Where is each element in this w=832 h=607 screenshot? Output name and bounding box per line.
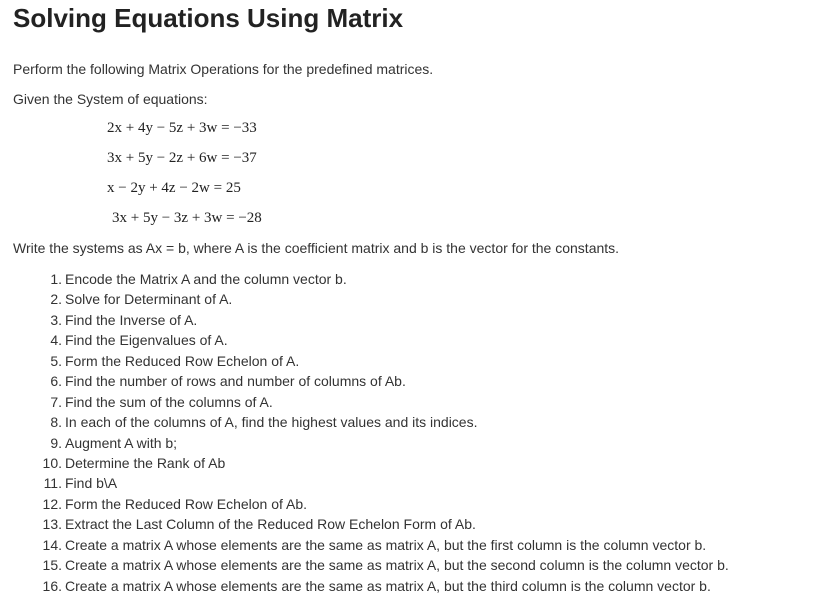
task-number: 7. bbox=[50, 393, 62, 410]
task-text: Form the Reduced Row Echelon of A. bbox=[65, 352, 300, 369]
task-number: 4. bbox=[50, 332, 62, 349]
task-number: 16. bbox=[42, 577, 62, 594]
task-number: 10. bbox=[42, 454, 62, 471]
task-number: 13. bbox=[42, 516, 62, 533]
equation-1: 2x + 4y − 5z + 3w = −33 bbox=[107, 120, 257, 136]
task-text: Determine the Rank of Ab bbox=[65, 454, 226, 471]
task-number: 3. bbox=[50, 311, 62, 328]
task-number: 14. bbox=[42, 536, 62, 553]
equation-2: 3x + 5y − 2z + 6w = −37 bbox=[107, 150, 257, 166]
intro-paragraph: Perform the following Matrix Operations for the predefined matrices. bbox=[13, 61, 434, 77]
page-title: Solving Equations Using Matrix bbox=[13, 3, 404, 33]
task-text: Form the Reduced Row Echelon of Ab. bbox=[65, 495, 308, 512]
task-number: 2. bbox=[50, 291, 62, 308]
equation-3: x − 2y + 4z − 2w = 25 bbox=[107, 180, 241, 196]
task-text: In each of the columns of A, find the highest values and its indices. bbox=[65, 414, 478, 431]
task-text: Create a matrix A whose elements are the same as matrix A, but the first column is the column vector b. bbox=[65, 536, 707, 553]
task-text: Find b\A bbox=[65, 475, 118, 492]
task-text: Create a matrix A whose elements are the same as matrix A, but the second column is the column vector b. bbox=[65, 557, 729, 574]
task-number: 9. bbox=[50, 434, 62, 451]
task-text: Find the Inverse of A. bbox=[65, 311, 198, 328]
write-systems-paragraph: Write the systems as Ax = b, where A is the coefficient matrix and b is the vector for the constants. bbox=[13, 240, 620, 256]
task-number: 15. bbox=[42, 557, 62, 574]
task-text: Find the number of rows and number of columns of Ab. bbox=[65, 373, 406, 390]
equation-4: 3x + 5y − 3z + 3w = −28 bbox=[112, 210, 262, 226]
task-number: 8. bbox=[50, 414, 62, 431]
task-text: Encode the Matrix A and the column vector b. bbox=[65, 271, 347, 287]
task-text: Augment A with b; bbox=[65, 434, 178, 451]
task-number: 5. bbox=[50, 352, 62, 369]
task-text: Solve for Determinant of A. bbox=[65, 291, 233, 308]
task-text: Extract the Last Column of the Reduced Row Echelon Form of Ab. bbox=[65, 516, 476, 533]
task-text: Find the Eigenvalues of A. bbox=[65, 332, 228, 349]
task-number: 11. bbox=[43, 475, 62, 492]
task-number: 12. bbox=[42, 495, 62, 512]
task-number: 1. bbox=[50, 271, 62, 287]
task-number: 6. bbox=[50, 373, 62, 390]
task-text: Find the sum of the columns of A. bbox=[65, 393, 273, 410]
task-text: Create a matrix A whose elements are the same as matrix A, but the third column is the column vector b. bbox=[65, 577, 711, 594]
given-paragraph: Given the System of equations: bbox=[13, 91, 208, 107]
